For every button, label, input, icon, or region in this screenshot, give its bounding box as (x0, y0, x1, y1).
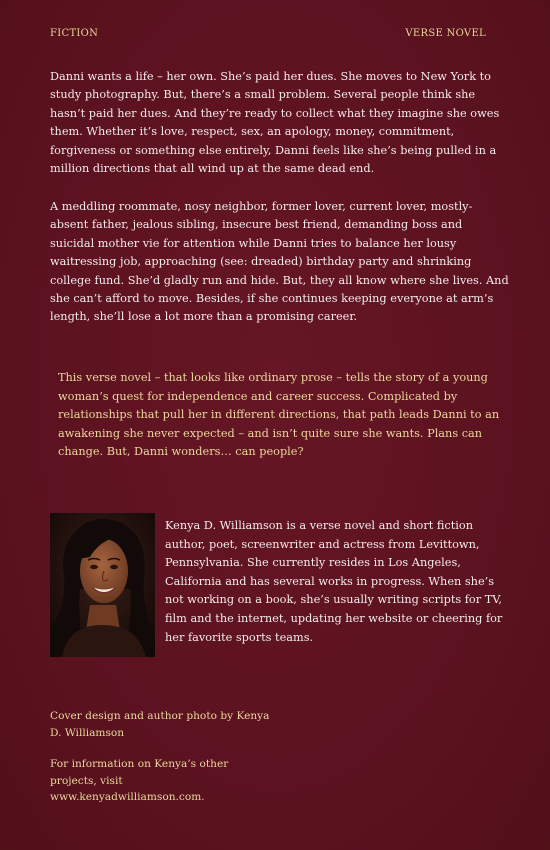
author-website-info: For information on Kenya’s other projects, visit www.kenyadwilliamson.com. (50, 758, 229, 804)
blurb-paragraph-2: A meddling roommate, nosy neighbor, former lover, current lover, mostly-absent father, jealous sibling, insecure best friend, demanding boss and suicidal mother vie for attention while Danni tries to balance her lousy waitressing job, approaching (see: dreaded) birthday party and shrinking college fund. She’d gladly run and hide. But, they all know where she lives. And she can’t afford to move. Besides, if she continues keeping everyone at arm’s length, she’ll lose a lot more than a promising career. (50, 200, 509, 324)
cover-credits: Cover design and author photo by Kenya D. Williamson (50, 710, 270, 739)
category-label: VERSE NOVEL (405, 28, 486, 39)
summary-quote: This verse novel – that looks like ordinary prose – tells the story of a young woman’s quest for independence and career success. Complicated by relationships that pull her in different directions, that path leads Danni to an awakening she never expected – and isn’t quite sure she wants. Plans can change. But, Danni wonders… can people? (58, 371, 500, 459)
author-bio: Kenya D. Williamson is a verse novel and short fiction author, poet, screenwriter and actress from Levittown, Pennsylvania. She currently resides in Los Angeles, California and has several works in progress. When she’s not working on a book, she’s usually writing scripts for TV, film and the internet, updating her website or cheering for her favorite sports teams. (165, 519, 503, 644)
genre-label: FICTION (50, 28, 99, 39)
blurb-paragraph-1: Danni wants a life – her own. She’s paid her dues. She moves to New York to study photography. But, there’s a small problem. Several people think she hasn’t paid her dues. And they’re ready to collect what they imagine she owes them. Whether it’s love, respect, sex, an apology, money, commitment, forgiveness or something else entirely, Danni feels like she’s being pulled in a million directions that all wind up at the same dead end. (50, 70, 500, 176)
author-photo (50, 513, 155, 657)
